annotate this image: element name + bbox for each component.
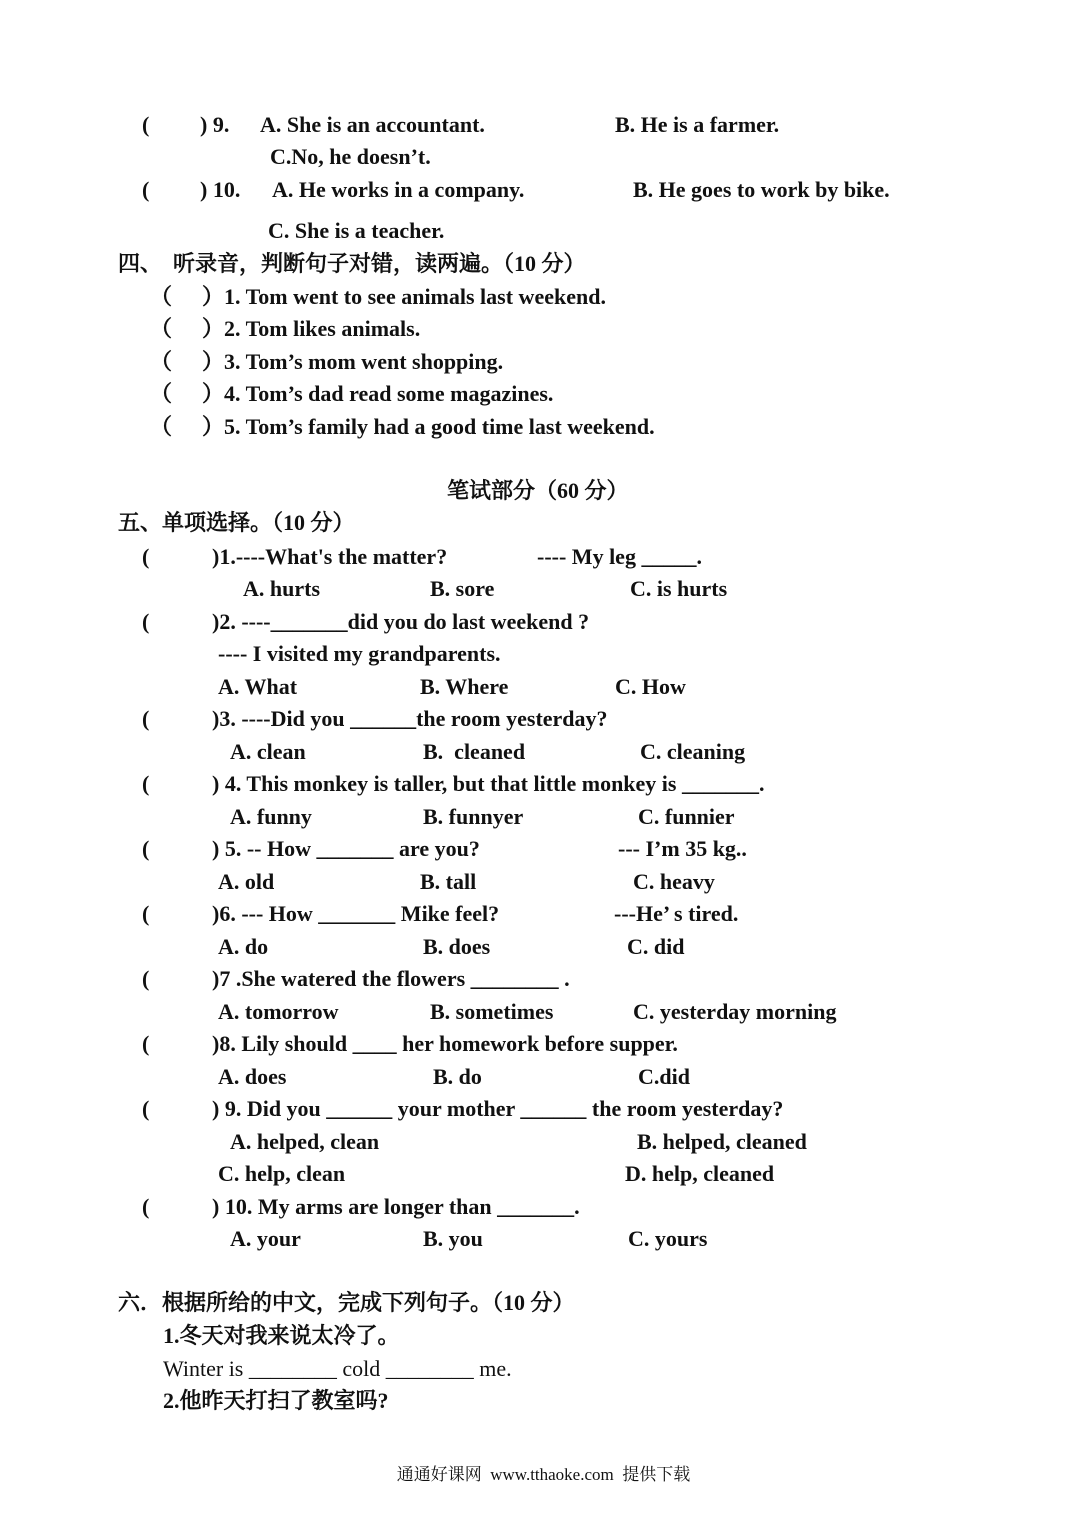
option-c: C. cleaning [640, 739, 746, 764]
option-d: D. help, cleaned [625, 1161, 775, 1186]
question-reply: ---He’ s tired. [614, 901, 739, 926]
paren-open: （ [150, 381, 173, 406]
option-b: B. sometimes [430, 999, 554, 1024]
paren-open: ( [142, 1096, 150, 1121]
question-stem: ) 10. My arms are longer than _______. [212, 1194, 580, 1219]
option-c: C.No, he doesn’t. [270, 144, 431, 169]
option-a: A. your [230, 1226, 301, 1251]
option-c: C. heavy [633, 869, 715, 894]
option-c: C. funnier [638, 804, 735, 829]
judgement-item: ）5. Tom’s family had a good time last weekend. [202, 414, 655, 439]
paren-open: ( [142, 706, 150, 731]
section-4-title: 四、 听录音，判断句子对错，读两遍。（10 分） [118, 251, 586, 276]
option-b: B. He goes to work by bike. [633, 177, 890, 202]
section-5-title: 五、单项选择。（10 分） [118, 510, 355, 535]
judgement-item: ）3. Tom’s mom went shopping. [202, 349, 504, 374]
question-stem: )1.----What's the matter? [212, 544, 448, 569]
judgement-item: ）1. Tom went to see animals last weekend. [202, 284, 606, 309]
fill-in-sentence: Winter is ________ cold ________ me. [163, 1356, 512, 1381]
judgement-item: ）2. Tom likes animals. [202, 316, 421, 341]
question-stem: )7 .She watered the flowers ________ . [212, 966, 570, 991]
option-c: C. She is a teacher. [268, 218, 445, 243]
option-a: A. He works in a company. [272, 177, 525, 202]
option-a: A. old [218, 869, 275, 894]
option-a: A. clean [230, 739, 306, 764]
paren-open: ( [142, 544, 150, 569]
option-a: A. helped, clean [230, 1129, 380, 1154]
page-footer: 通通好课网 www.tthaoke.com 提供下载 [396, 1465, 691, 1484]
question-reply: ---- My leg _____. [537, 544, 702, 569]
question-stem: )2. ----_______did you do last weekend ? [212, 609, 590, 634]
paren-open: （ [150, 284, 173, 309]
option-a: A. funny [230, 804, 312, 829]
written-part-title: 笔试部分（60 分） [447, 478, 629, 503]
option-b: B. helped, cleaned [637, 1129, 807, 1154]
option-c: C. How [615, 674, 686, 699]
chinese-prompt: 1.冬天对我来说太冷了。 [163, 1323, 400, 1348]
option-b: B. tall [420, 869, 477, 894]
option-a: A. What [218, 674, 298, 699]
option-c: C. yesterday morning [633, 999, 837, 1024]
option-a: A. does [218, 1064, 287, 1089]
paren-open: ( [142, 836, 150, 861]
option-c: C. yours [628, 1226, 708, 1251]
question-stem: ) 4. This monkey is taller, but that little monkey is _______. [212, 771, 765, 796]
paren-open: ( [142, 771, 150, 796]
option-a: A. tomorrow [218, 999, 339, 1024]
paren-open: ( [142, 177, 150, 202]
option-b: B. you [423, 1226, 483, 1251]
paren-open: （ [150, 414, 173, 439]
question-number: ) 9. [200, 112, 230, 137]
question-stem: ) 5. -- How _______ are you? [212, 836, 480, 861]
question-stem: )8. Lily should ____ her homework before supper. [212, 1031, 678, 1056]
option-a: A. She is an accountant. [260, 112, 485, 137]
question-reply: ---- I visited my grandparents. [218, 641, 501, 666]
question-number: ) 10. [200, 177, 241, 202]
option-b: B. does [423, 934, 491, 959]
judgement-item: ）4. Tom’s dad read some magazines. [202, 381, 554, 406]
option-b: B. funnyer [423, 804, 524, 829]
option-b: B. He is a farmer. [615, 112, 780, 137]
option-b: B. do [433, 1064, 482, 1089]
paren-open: ( [142, 966, 150, 991]
option-c: C.did [638, 1064, 690, 1089]
question-reply: --- I’m 35 kg.. [618, 836, 747, 861]
option-c: C. did [627, 934, 685, 959]
paren-open: ( [142, 1031, 150, 1056]
option-b: B. Where [420, 674, 509, 699]
paren-open: ( [142, 112, 150, 137]
chinese-prompt: 2.他昨天打扫了教室吗? [163, 1388, 389, 1413]
paren-open: （ [150, 349, 173, 374]
paren-open: ( [142, 1194, 150, 1219]
question-stem: ) 9. Did you ______ your mother ______ the room yesterday? [212, 1096, 784, 1121]
option-a: A. hurts [243, 576, 321, 601]
paren-open: ( [142, 609, 150, 634]
section-6-title: 六．根据所给的中文，完成下列句子。（10 分） [118, 1290, 575, 1315]
option-a: A. do [218, 934, 269, 959]
paren-open: （ [150, 316, 173, 341]
option-b: B. cleaned [423, 739, 526, 764]
option-c: C. is hurts [630, 576, 728, 601]
option-b: B. sore [430, 576, 495, 601]
option-c: C. help, clean [218, 1161, 346, 1186]
question-stem: )6. --- How _______ Mike feel? [212, 901, 500, 926]
question-stem: )3. ----Did you ______the room yesterday? [212, 706, 608, 731]
paren-open: ( [142, 901, 150, 926]
